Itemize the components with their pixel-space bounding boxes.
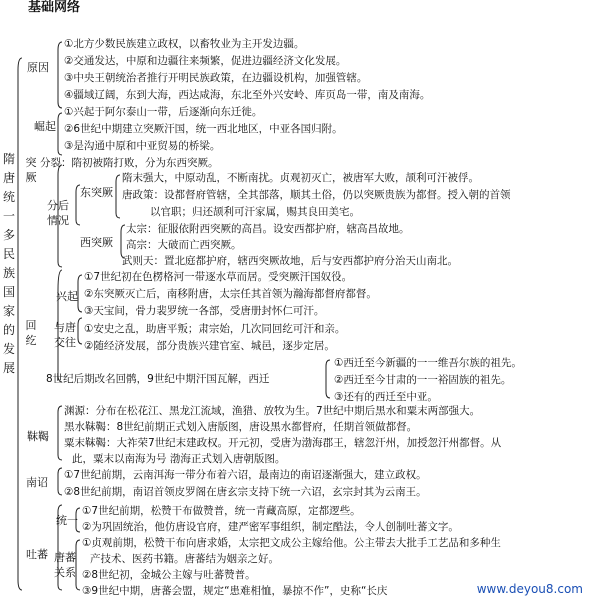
section-reasons: 原因: [27, 61, 49, 74]
sub-east-tujue: 东突厥: [80, 186, 113, 199]
nanzhao-1: ①7世纪前期，云南洱海一带分布着六诏，最南边的南诏逐渐强大，建立政权。: [64, 469, 427, 481]
section-huihe: 回纥: [25, 319, 37, 347]
page-title: 基础网络: [28, 0, 81, 15]
section-tubo: 吐蕃: [26, 548, 48, 561]
mohe-2: 黑水靺鞨：8世纪前期正式划入唐版图，唐设黑水都督府，任期首领做都督。: [64, 421, 418, 433]
tubo-6: ③9世纪中期，唐蕃会盟，规定“患难相恤，暴掠不作”，史称“长庆: [82, 585, 388, 597]
section-tujue: 突厥: [25, 156, 37, 184]
tubo-2: ②为巩固统治，他仿唐设官府，建严密军事组织，制定酷法，令人创制吐蕃文字。: [82, 521, 459, 533]
sub-tangfan: 唐蕃关系: [54, 551, 76, 579]
huihe-2: ②东突厥灭亡后，南移附唐，太宗任其首领为瀚海都督府都督。: [84, 288, 377, 300]
sub-xingqi: 兴起: [56, 290, 78, 303]
west-tujue-1: 太宗：征服依附西突厥的高昌。设安西都护府，辖高昌故地。: [126, 223, 410, 235]
huihe-9: ③还有的西迁至中亚。: [334, 391, 438, 403]
side-title: 隋唐统一多民族国家的发展: [2, 152, 15, 375]
tubo-5: ②8世纪初，金城公主嫁与吐蕃赞普。: [82, 569, 256, 581]
tujue-rise-2: ②6世纪中期建立突厥汗国，统一西北地区，中亚各国归附。: [64, 123, 343, 135]
tubo-3: ①贞观前期，松赞干布向唐求婚，太宗把文成公主嫁给他。公主带去大批手工艺品和多种生: [82, 537, 501, 549]
tujue-rise-1: ①兴起于阿尔泰山一带，后逐渐向东迁徙。: [64, 106, 263, 118]
huihe-3: ③天宝间，骨力裴罗统一各部，受唐册封怀仁可汗。: [84, 305, 325, 317]
sub-tongyi: 统一: [56, 514, 78, 527]
reason-1: ①北方少数民族建立政权，以畜牧业为主开发边疆。: [64, 38, 305, 50]
section-mohe: 靺鞨: [27, 430, 49, 443]
sub-jueqi: 崛起: [34, 120, 56, 133]
sub-yutang: 与唐交往: [54, 321, 76, 349]
mohe-3: 粟末靺鞨：大祚荣7世纪末建政权。开元初，受唐为渤海郡王，辖忽汗州，加授忽汗州都督。从: [64, 437, 502, 449]
west-tujue-3: 武则天：置北庭都护府，辖西突厥故地，后与安西都护府分治天山南北。: [122, 255, 458, 267]
reason-2: ②交通发达，中原和边疆往来频繁，促进边疆经济文化发展。: [64, 55, 347, 67]
east-tujue-2: 唐政策：设都督府管辖，全其部落，顺其土俗，仍以突厥贵族为都督。授入朝的首领: [122, 189, 511, 201]
mohe-4: 此，粟末以南海为号 渤海正式划入唐朝版图。: [72, 453, 286, 465]
reason-3: ③中央王朝统治者推行开明民族政策，在边疆设机构，加强管辖。: [64, 72, 368, 84]
nanzhao-2: ②8世纪前期，南诏首领皮罗阁在唐玄宗支持下统一六诏，玄宗封其为云南王。: [64, 486, 427, 498]
sub-after-split: 分后情况: [47, 199, 69, 227]
huihe-1: ①7世纪初在色楞格河一带逐水草而居。受突厥汗国奴役。: [84, 271, 353, 283]
east-tujue-3: 以官职；归还颉利可汗家属，赐其良田美宅。: [150, 206, 360, 218]
reason-4: ④疆域辽阔，东到大海，西达咸海，东北至外兴安岭、库页岛一带，南及南海。: [64, 89, 431, 101]
west-tujue-2: 高宗：大破而亡西突厥。: [126, 239, 242, 251]
huihe-4: ①安史之乱，助唐平叛；肃宗始，几次同回纥可汗和亲。: [84, 323, 346, 335]
huihe-5: ②随经济发展，部分贵族兴建官室、城邑，逐步定居。: [84, 340, 335, 352]
tujue-split: 分裂：隋初被隋打败，分为东西突厥。: [40, 157, 219, 169]
tubo-4: 产技术、医药书籍。唐蕃结为姻亲之好。: [90, 553, 279, 565]
huihe-8: ②西迁至今甘肃的一一裕固族的祖先。: [334, 374, 512, 386]
east-tujue-1: 隋末强大，中原动乱，不断南扰。贞观初灭亡，被唐军大败，颉利可汗被俘。: [122, 172, 479, 184]
mohe-1: 渊源：分布在松花江、黑龙江流域，渔猎、放牧为生。7世纪中期后黑水和粟末两部强大。: [64, 405, 481, 417]
watermark: www.deyou8.com: [476, 582, 583, 596]
huihe-6: 8世纪后期改名回鹘，9世纪中期汗国瓦解，西迁: [46, 373, 270, 385]
section-nanzhao: 南诏: [26, 476, 48, 489]
sub-west-tujue: 西突厥: [80, 236, 113, 249]
tujue-rise-3: ③是沟通中原和中亚贸易的桥梁。: [64, 140, 221, 152]
huihe-7: ①西迁至今新疆的一一维吾尔族的祖先。: [334, 357, 522, 369]
tubo-1: ①7世纪前期，松赞干布做赞普，统一青藏高原，定都逻些。: [82, 505, 361, 517]
